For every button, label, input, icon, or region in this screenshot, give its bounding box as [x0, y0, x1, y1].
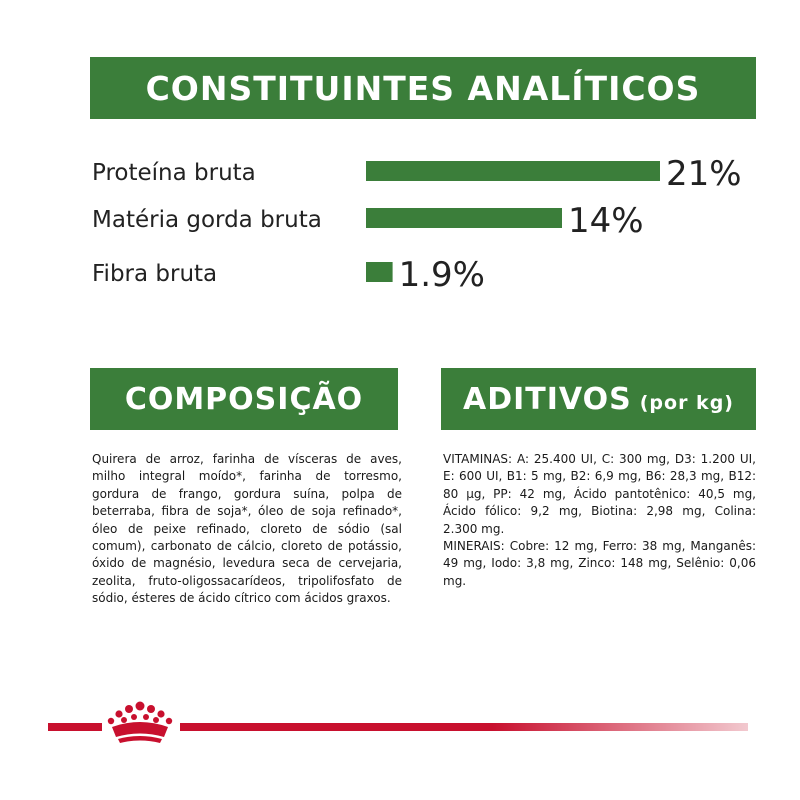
value-label-materia-gorda-bruta: 14% — [568, 201, 644, 241]
category-label-fibra-bruta: Fibra bruta — [92, 261, 218, 287]
additives-banner — [441, 368, 756, 430]
additives-text-block — [443, 451, 756, 590]
constituents-bar-chart — [0, 140, 800, 315]
composition-banner — [90, 368, 398, 430]
composition-title: COMPOSIÇÃO — [124, 381, 364, 417]
category-label-materia-gorda-bruta: Matéria gorda bruta — [92, 207, 322, 233]
value-label-fibra-bruta: 1.9% — [398, 255, 485, 295]
bar-materia-gorda-bruta — [366, 208, 562, 228]
crown-icon — [102, 700, 178, 744]
composition-text: Quirera de arroz, farinha de vísceras de aves, milho integral moído*, farinha de torresmo, gordura de frango, gordura suína, polpa de beterraba, fibra de soja*, óleo de soja refinado*, óleo de peixe refinado, cloreto de sódio (sal comum), carbonato de cálcio, cloreto de potássio, óxido de magnésio, levedura seca de cervejaria, zeolita, fruto-oligossacarídeos, tripolifosfato de sódio, ésteres de ácido cítrico com ácidos graxos. — [92, 452, 402, 606]
vitamins-text: VITAMINAS: A: 25.400 UI, C: 300 mg, D3: 1.200 UI, E: 600 UI, B1: 5 mg, B2: 6,9 mg, B6: 28,3 mg, B12: 80 µg, PP: 42 mg, Ácido pantotênico: 40,5 mg, Ácido fólico: 9,2 mg, Biotina: 2,98 mg, Colina: 2.300 mg. — [443, 452, 756, 536]
minerals-text: MINERAIS: Cobre: 12 mg, Ferro: 38 mg, Manganês: 49 mg, Iodo: 3,8 mg, Zinco: 148 mg, Selênio: 0,06 mg. — [443, 539, 756, 588]
value-label-proteina-bruta: 21% — [666, 154, 742, 194]
footer-red-line-right — [180, 723, 748, 731]
category-label-proteina-bruta: Proteína bruta — [92, 160, 256, 186]
analytical-constituents-banner — [90, 57, 756, 119]
bar-proteina-bruta — [366, 161, 660, 181]
composition-text-block — [92, 451, 402, 608]
analytical-constituents-title: CONSTITUINTES ANALÍTICOS — [145, 68, 701, 108]
footer-red-line-left — [48, 723, 102, 731]
additives-unit: (por kg) — [639, 392, 734, 414]
additives-title: ADITIVOS — [463, 381, 632, 417]
bar-fibra-bruta — [366, 262, 393, 282]
